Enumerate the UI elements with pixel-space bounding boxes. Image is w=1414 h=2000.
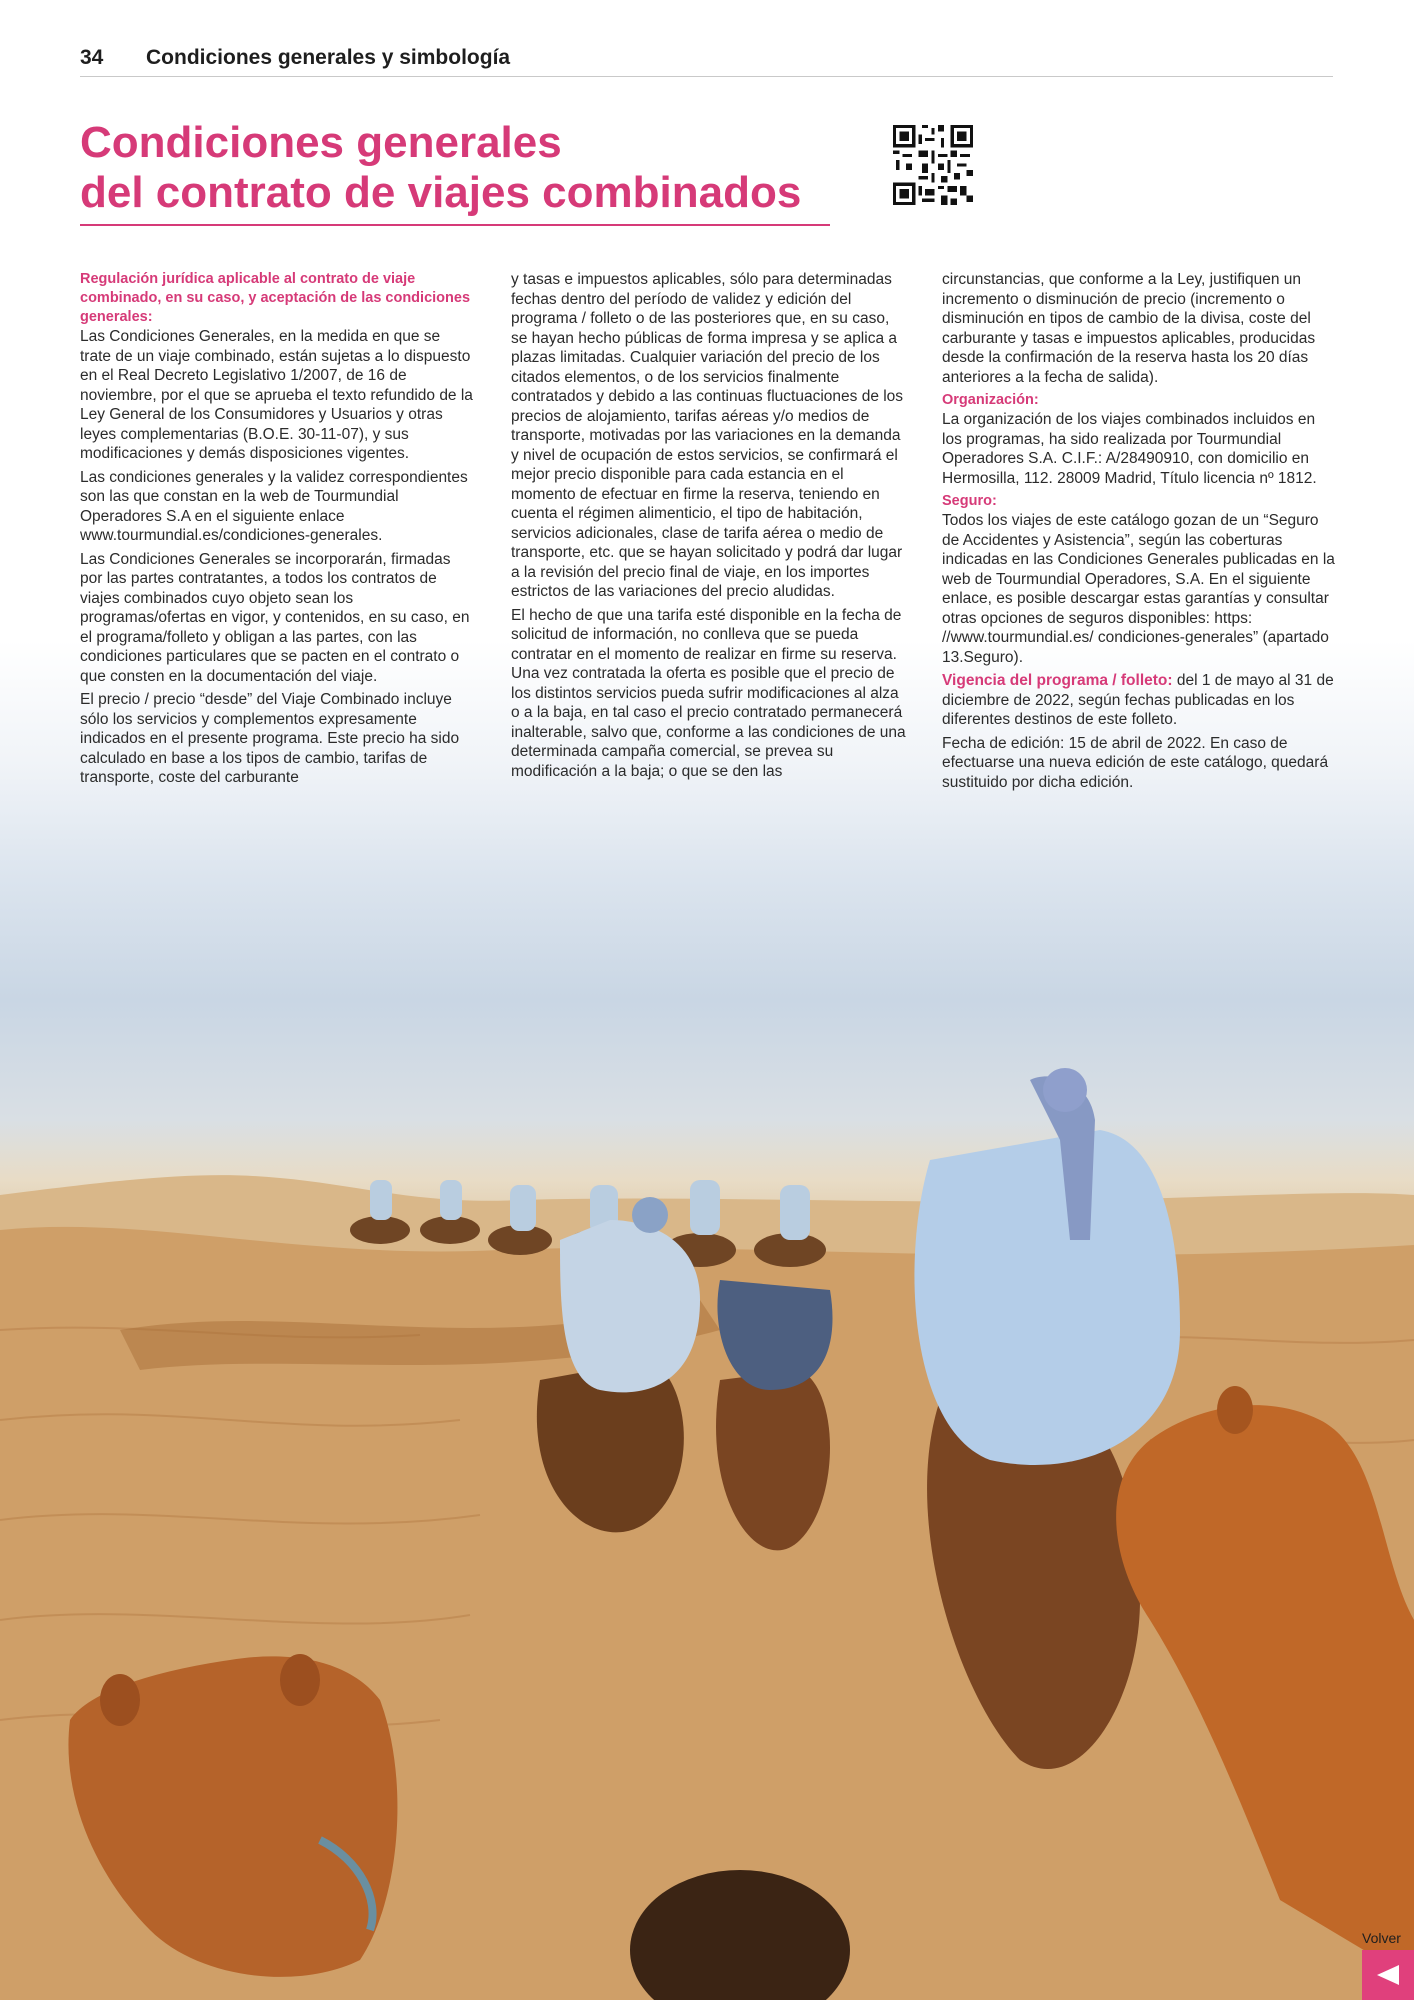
title-line-2: del contrato de viajes combinados xyxy=(80,168,802,217)
back-button[interactable] xyxy=(1362,1950,1414,2000)
back-arrow-icon xyxy=(1375,1964,1401,1986)
paragraph: Todos los viajes de este catálogo gozan de un “Seguro de Accidentes y Asistencia”, según las coberturas indicadas en las Condiciones Generales publicadas en la web de Tourmundial Operadores, S.A. En el siguiente enlace, es posible descargar estas garantías y consultar otras opciones de seguros disponibles: https: //www.tourmundial.es/ condiciones-generales” (apartado 13.Seguro). xyxy=(942,512,1335,666)
page-number: 34 xyxy=(80,46,104,69)
paragraph: y tasas e impuestos aplicables, sólo para determinadas fechas dentro del período de validez y edición del programa / folleto o de las posteriores que, en su caso, se hayan hecho públicas de forma impresa y se aplica a plazas limitadas. Cualquier variación del precio de los citados elementos, o de los servicios finalmente contratados y debido a las continuas fluctuaciones de los precios de alojamiento, tarifas aéreas y/o medios de transporte, motivadas por las variaciones en la demanda y nivel de ocupación de estos servicios, se confirmará el mejor precio disponible para cada estancia en el momento de efectuar en firme la reserva, teniendo en cuenta el régimen alimenticio, el tipo de habitación, servicios adicionales, clase de tarifa aérea o medio de transporte, etc. que se hayan solicitado y podrá dar lugar a la revisión del precio final de viaje, en los importes estrictos de las variaciones del precio aludidas. xyxy=(511,271,904,600)
paragraph: Fecha de edición: 15 de abril de 2022. En caso de efectuarse una nueva edición de este catálogo, quedará sustituido por dicha edición. xyxy=(942,734,1329,791)
paragraph: Las Condiciones Generales, en la medida en que se trate de un viaje combinado, están sujetas a lo dispuesto en el Real Decreto Legislativo 1/2007, de 16 de noviembre, por el que se aprueba el texto refundido de la Ley General de los Consumidores y Usuarios y otras leyes complementarias (B.O.E. 30-11-07), y sus modificaciones y demás disposiciones vigentes. xyxy=(80,328,473,462)
organization-heading: Organización: xyxy=(942,392,1039,408)
regulation-heading: Regulación jurídica aplicable al contrato de viaje combinado, en su caso, y aceptación de las condiciones generales: xyxy=(80,271,471,325)
paragraph: circunstancias, que conforme a la Ley, justifiquen un incremento o disminución de precio (incremento o disminución en tipos de cambio de la divisa, coste del carburante y tasas e impuestos aplicables, producidas desde la confirmación de la reserva hasta los 20 días anteriores a la fecha de salida). xyxy=(942,271,1316,386)
insurance-heading: Seguro: xyxy=(942,493,997,509)
section-title: Condiciones generales y simbología xyxy=(146,46,511,69)
validity-paragraph xyxy=(942,671,1337,730)
column-2 xyxy=(511,270,906,785)
paragraph: Las Condiciones Generales se incorporarán, firmadas por las partes contratantes, a todos los contratos de viajes combinados cuyo objeto sean los programas/ofertas en vigor, y contenidos, en su caso, en el programa/folleto y obligan a las partes, con las condiciones particulares que se pacten en el contrato o que consten en la documentación del viaje. xyxy=(80,550,470,685)
qr-code-icon[interactable] xyxy=(893,125,973,205)
validity-text: del 1 de mayo al 31 de diciembre de 2022, según fechas publicadas en los diferentes destinos de este folleto. xyxy=(942,672,1334,728)
validity-heading: Vigencia del programa / folleto: xyxy=(942,672,1173,689)
back-label[interactable]: Volver xyxy=(1362,1930,1401,1946)
paragraph: El hecho de que una tarifa esté disponible en la fecha de solicitud de información, no conlleva que se pueda contratar en el momento de realizar en firme su reserva. Una vez contratada la oferta es posible que el precio de los distintos servicios pueda sufrir modificaciones al alza o a la baja, en tal caso el precio contratado permanecerá inalterable, salvo que, conforme a las condiciones de una determinada campaña comercial, se prevea su modificación a la baja; o que se den las xyxy=(511,606,906,780)
title-line-1: Condiciones generales xyxy=(80,118,562,167)
paragraph: El precio / precio “desde” del Viaje Combinado incluye sólo los servicios y complementos expresamente indicados en el presente programa. Este precio ha sido calculado en base a los tipos de cambio, tarifas de transporte, coste del carburante xyxy=(80,691,460,786)
column-1 xyxy=(80,270,475,792)
page-title xyxy=(80,118,830,226)
paragraph: La organización de los viajes combinados incluidos en los programas, ha sido realizada por Tourmundial Operadores S.A. C.I.F.: A/28490910, con domicilio en Hermosilla, 112. 28009 Madrid, Título licencia nº 1812. xyxy=(942,411,1317,487)
column-3 xyxy=(942,270,1337,796)
page-header xyxy=(80,46,1333,77)
paragraph: Las condiciones generales y la validez correspondientes son las que constan en la web de Tourmundial Operadores S.A en el siguiente enlace www.tourmundial.es/condiciones-generales. xyxy=(80,468,468,544)
